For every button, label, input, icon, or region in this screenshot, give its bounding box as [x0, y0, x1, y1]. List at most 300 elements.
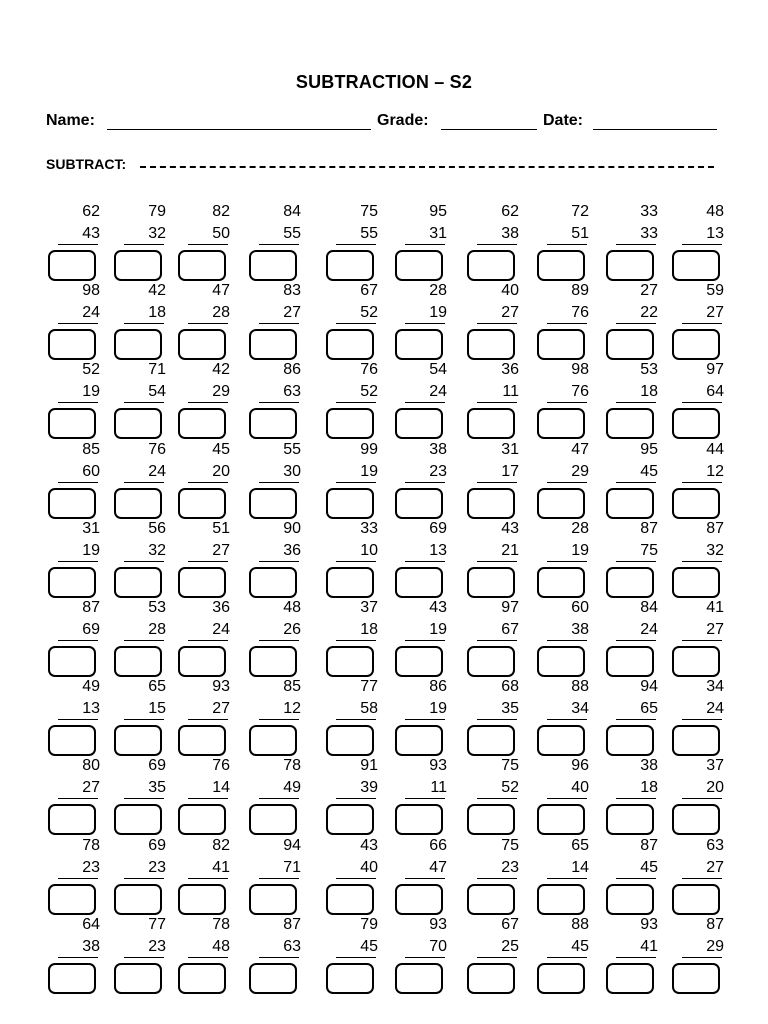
answer-box[interactable] — [537, 250, 585, 281]
answer-box[interactable] — [326, 884, 374, 915]
subtrahend: 32 — [148, 225, 166, 242]
subtraction-rule — [616, 719, 656, 720]
minuend: 90 — [283, 520, 301, 537]
answer-box[interactable] — [114, 488, 162, 519]
subtrahend: 19 — [82, 383, 100, 400]
answer-box[interactable] — [606, 804, 654, 835]
subtrahend: 41 — [212, 859, 230, 876]
problem-3-9 — [606, 362, 658, 442]
problem-1-8 — [537, 204, 589, 284]
minuend: 53 — [148, 599, 166, 616]
answer-box[interactable] — [537, 963, 585, 994]
minuend: 93 — [429, 916, 447, 933]
subtraction-rule — [124, 244, 164, 245]
answer-box[interactable] — [395, 804, 443, 835]
subtraction-rule — [124, 798, 164, 799]
minuend: 38 — [640, 757, 658, 774]
subtrahend: 27 — [501, 304, 519, 321]
subtraction-rule — [259, 561, 299, 562]
answer-box[interactable] — [48, 408, 96, 439]
problem-6-10 — [672, 600, 724, 680]
answer-box[interactable] — [326, 963, 374, 994]
subtrahend: 34 — [571, 700, 589, 717]
answer-box[interactable] — [537, 488, 585, 519]
answer-box[interactable] — [326, 804, 374, 835]
answer-box[interactable] — [672, 646, 720, 677]
problem-3-4 — [249, 362, 301, 442]
minuend: 48 — [283, 599, 301, 616]
subtrahend: 23 — [501, 859, 519, 876]
answer-box[interactable] — [537, 884, 585, 915]
subtrahend: 24 — [82, 304, 100, 321]
minuend: 28 — [429, 282, 447, 299]
subtrahend: 13 — [429, 542, 447, 559]
answer-box[interactable] — [537, 725, 585, 756]
problem-5-8 — [537, 521, 589, 601]
subtraction-rule — [547, 798, 587, 799]
subtraction-rule — [58, 561, 98, 562]
subtrahend: 23 — [148, 859, 166, 876]
answer-box[interactable] — [537, 567, 585, 598]
answer-box[interactable] — [249, 488, 297, 519]
answer-box[interactable] — [672, 804, 720, 835]
minuend: 78 — [283, 757, 301, 774]
minuend: 65 — [571, 837, 589, 854]
subtrahend: 71 — [283, 859, 301, 876]
problem-1-7 — [467, 204, 519, 284]
subtraction-rule — [405, 878, 445, 879]
minuend: 34 — [706, 678, 724, 695]
problem-3-2 — [114, 362, 166, 442]
minuend: 41 — [706, 599, 724, 616]
subtraction-rule — [58, 640, 98, 641]
answer-box[interactable] — [48, 250, 96, 281]
subtrahend: 11 — [502, 383, 519, 400]
problem-2-9 — [606, 283, 658, 363]
grade-label: Grade: — [377, 112, 429, 129]
answer-box[interactable] — [395, 646, 443, 677]
minuend: 78 — [212, 916, 230, 933]
minuend: 97 — [706, 361, 724, 378]
subtraction-rule — [405, 561, 445, 562]
subtraction-rule — [124, 561, 164, 562]
problem-3-8 — [537, 362, 589, 442]
subtraction-rule — [547, 561, 587, 562]
answer-box[interactable] — [606, 488, 654, 519]
subtraction-rule — [547, 402, 587, 403]
answer-box[interactable] — [672, 567, 720, 598]
answer-box[interactable] — [606, 329, 654, 360]
subtrahend: 55 — [283, 225, 301, 242]
answer-box[interactable] — [178, 488, 226, 519]
answer-box[interactable] — [48, 963, 96, 994]
minuend: 87 — [640, 837, 658, 854]
minuend: 93 — [429, 757, 447, 774]
answer-box[interactable] — [467, 329, 515, 360]
subtraction-rule — [682, 561, 722, 562]
problem-6-5 — [326, 600, 378, 680]
answer-box[interactable] — [395, 963, 443, 994]
answer-box[interactable] — [178, 963, 226, 994]
subtrahend: 67 — [501, 621, 519, 638]
minuend: 71 — [148, 361, 166, 378]
subtraction-rule — [405, 244, 445, 245]
answer-box[interactable] — [178, 250, 226, 281]
answer-box[interactable] — [114, 567, 162, 598]
answer-box[interactable] — [606, 646, 654, 677]
answer-box[interactable] — [606, 725, 654, 756]
subtraction-rule — [336, 798, 376, 799]
answer-box[interactable] — [326, 329, 374, 360]
subtrahend: 52 — [360, 304, 378, 321]
minuend: 62 — [501, 203, 519, 220]
subtraction-rule — [477, 482, 517, 483]
answer-box[interactable] — [606, 250, 654, 281]
minuend: 84 — [640, 599, 658, 616]
problem-7-2 — [114, 679, 166, 759]
minuend: 47 — [212, 282, 230, 299]
problem-10-4 — [249, 917, 301, 997]
subtraction-rule — [547, 719, 587, 720]
subtrahend: 70 — [429, 938, 447, 955]
subtrahend: 69 — [82, 621, 100, 638]
problem-8-8 — [537, 758, 589, 838]
minuend: 95 — [640, 441, 658, 458]
answer-box[interactable] — [606, 884, 654, 915]
minuend: 43 — [501, 520, 519, 537]
minuend: 53 — [640, 361, 658, 378]
problem-5-1 — [48, 521, 100, 601]
subtrahend: 15 — [148, 700, 166, 717]
problem-5-10 — [672, 521, 724, 601]
problem-2-3 — [178, 283, 230, 363]
answer-box[interactable] — [467, 646, 515, 677]
problem-5-2 — [114, 521, 166, 601]
problem-10-10 — [672, 917, 724, 997]
subtraction-rule — [188, 561, 228, 562]
problem-1-5 — [326, 204, 378, 284]
answer-box[interactable] — [467, 725, 515, 756]
minuend: 78 — [82, 837, 100, 854]
subtrahend: 18 — [640, 779, 658, 796]
answer-box[interactable] — [48, 567, 96, 598]
date-label: Date: — [543, 112, 584, 129]
problem-4-2 — [114, 442, 166, 522]
answer-box[interactable] — [395, 329, 443, 360]
answer-box[interactable] — [326, 725, 374, 756]
answer-box[interactable] — [249, 646, 297, 677]
answer-box[interactable] — [326, 250, 374, 281]
minuend: 89 — [571, 282, 589, 299]
subtrahend: 17 — [501, 463, 519, 480]
answer-box[interactable] — [249, 963, 297, 994]
subtrahend: 75 — [640, 542, 658, 559]
subtraction-rule — [336, 719, 376, 720]
subtrahend: 35 — [501, 700, 519, 717]
answer-box[interactable] — [178, 804, 226, 835]
answer-box[interactable] — [672, 884, 720, 915]
subtrahend: 27 — [706, 859, 724, 876]
problem-10-5 — [326, 917, 378, 997]
problem-1-9 — [606, 204, 658, 284]
problem-10-1 — [48, 917, 100, 997]
answer-box[interactable] — [178, 646, 226, 677]
problem-5-4 — [249, 521, 301, 601]
minuend: 37 — [360, 599, 378, 616]
subtrahend: 55 — [360, 225, 378, 242]
answer-box[interactable] — [178, 725, 226, 756]
minuend: 87 — [706, 916, 724, 933]
answer-box[interactable] — [467, 488, 515, 519]
subtrahend: 13 — [706, 225, 724, 242]
subtrahend: 49 — [283, 779, 301, 796]
answer-box[interactable] — [606, 963, 654, 994]
answer-box[interactable] — [467, 963, 515, 994]
subtrahend: 23 — [82, 859, 100, 876]
problem-9-9 — [606, 838, 658, 918]
answer-box[interactable] — [178, 329, 226, 360]
problem-6-7 — [467, 600, 519, 680]
answer-box[interactable] — [395, 250, 443, 281]
answer-box[interactable] — [249, 884, 297, 915]
subtrahend: 27 — [283, 304, 301, 321]
subtrahend: 24 — [148, 463, 166, 480]
minuend: 97 — [501, 599, 519, 616]
subtraction-rule — [58, 482, 98, 483]
subtraction-rule — [682, 323, 722, 324]
problem-7-9 — [606, 679, 658, 759]
subtrahend: 76 — [571, 304, 589, 321]
subtrahend: 11 — [430, 779, 447, 796]
problem-9-5 — [326, 838, 378, 918]
problem-2-10 — [672, 283, 724, 363]
answer-box[interactable] — [467, 804, 515, 835]
answer-box[interactable] — [114, 725, 162, 756]
answer-box[interactable] — [114, 408, 162, 439]
problem-7-8 — [537, 679, 589, 759]
subtrahend: 31 — [429, 225, 447, 242]
answer-box[interactable] — [114, 804, 162, 835]
subtrahend: 58 — [360, 700, 378, 717]
minuend: 40 — [501, 282, 519, 299]
answer-box[interactable] — [114, 250, 162, 281]
worksheet-title: SUBTRACTION – S2 — [295, 72, 473, 92]
problem-8-7 — [467, 758, 519, 838]
problem-3-5 — [326, 362, 378, 442]
minuend: 82 — [212, 203, 230, 220]
subtrahend: 13 — [82, 700, 100, 717]
answer-box[interactable] — [48, 725, 96, 756]
minuend: 77 — [360, 678, 378, 695]
minuend: 67 — [501, 916, 519, 933]
minuend: 93 — [212, 678, 230, 695]
subtrahend: 52 — [360, 383, 378, 400]
problem-9-7 — [467, 838, 519, 918]
subtrahend: 65 — [640, 700, 658, 717]
minuend: 67 — [360, 282, 378, 299]
answer-box[interactable] — [249, 250, 297, 281]
subtraction-rule — [477, 878, 517, 879]
answer-box[interactable] — [467, 408, 515, 439]
minuend: 36 — [501, 361, 519, 378]
answer-box[interactable] — [48, 804, 96, 835]
subtrahend: 63 — [283, 938, 301, 955]
minuend: 54 — [429, 361, 447, 378]
problem-5-5 — [326, 521, 378, 601]
answer-box[interactable] — [672, 488, 720, 519]
subtraction-rule — [124, 719, 164, 720]
answer-box[interactable] — [672, 963, 720, 994]
subtraction-rule — [682, 244, 722, 245]
answer-box[interactable] — [672, 725, 720, 756]
subtrahend: 27 — [706, 621, 724, 638]
answer-box[interactable] — [249, 725, 297, 756]
minuend: 44 — [706, 441, 724, 458]
problem-9-10 — [672, 838, 724, 918]
answer-box[interactable] — [395, 408, 443, 439]
answer-box[interactable] — [249, 329, 297, 360]
subtraction-rule — [477, 957, 517, 958]
subtraction-rule — [124, 957, 164, 958]
problem-6-8 — [537, 600, 589, 680]
subtraction-rule — [188, 323, 228, 324]
subtrahend: 23 — [429, 463, 447, 480]
subtraction-rule — [477, 402, 517, 403]
problem-4-9 — [606, 442, 658, 522]
subtrahend: 19 — [429, 700, 447, 717]
subtrahend: 43 — [82, 225, 100, 242]
subtraction-rule — [336, 482, 376, 483]
problem-8-4 — [249, 758, 301, 838]
subtraction-rule — [124, 640, 164, 641]
subtrahend: 14 — [571, 859, 589, 876]
problem-4-1 — [48, 442, 100, 522]
minuend: 55 — [283, 441, 301, 458]
subtrahend: 14 — [212, 779, 230, 796]
answer-box[interactable] — [114, 884, 162, 915]
problem-8-6 — [395, 758, 447, 838]
subtrahend: 24 — [429, 383, 447, 400]
minuend: 66 — [429, 837, 447, 854]
answer-box[interactable] — [114, 329, 162, 360]
minuend: 80 — [82, 757, 100, 774]
answer-box[interactable] — [48, 488, 96, 519]
answer-box[interactable] — [537, 646, 585, 677]
answer-box[interactable] — [48, 884, 96, 915]
subtrahend: 45 — [571, 938, 589, 955]
answer-box[interactable] — [395, 488, 443, 519]
minuend: 88 — [571, 916, 589, 933]
subtrahend: 27 — [706, 304, 724, 321]
subtraction-rule — [336, 402, 376, 403]
answer-box[interactable] — [395, 884, 443, 915]
answer-box[interactable] — [672, 250, 720, 281]
minuend: 79 — [148, 203, 166, 220]
answer-box[interactable] — [672, 329, 720, 360]
subtraction-rule — [124, 878, 164, 879]
answer-box[interactable] — [326, 408, 374, 439]
answer-box[interactable] — [326, 488, 374, 519]
answer-box[interactable] — [48, 329, 96, 360]
minuend: 47 — [571, 441, 589, 458]
minuend: 51 — [212, 520, 230, 537]
minuend: 99 — [360, 441, 378, 458]
problem-2-5 — [326, 283, 378, 363]
answer-box[interactable] — [326, 646, 374, 677]
problem-4-8 — [537, 442, 589, 522]
minuend: 79 — [360, 916, 378, 933]
name-label: Name: — [46, 112, 95, 129]
problem-2-2 — [114, 283, 166, 363]
answer-box[interactable] — [606, 408, 654, 439]
problem-7-10 — [672, 679, 724, 759]
subtraction-rule — [616, 482, 656, 483]
answer-box[interactable] — [467, 884, 515, 915]
answer-box[interactable] — [606, 567, 654, 598]
problem-5-7 — [467, 521, 519, 601]
answer-box[interactable] — [249, 567, 297, 598]
subtraction-rule — [405, 323, 445, 324]
instruction-label: SUBTRACT: — [46, 156, 127, 172]
answer-box[interactable] — [178, 567, 226, 598]
answer-box[interactable] — [672, 408, 720, 439]
answer-box[interactable] — [395, 725, 443, 756]
problem-4-5 — [326, 442, 378, 522]
problem-8-9 — [606, 758, 658, 838]
minuend: 43 — [360, 837, 378, 854]
subtraction-rule — [477, 719, 517, 720]
subtrahend: 12 — [706, 463, 724, 480]
minuend: 86 — [283, 361, 301, 378]
answer-box[interactable] — [537, 408, 585, 439]
problem-10-3 — [178, 917, 230, 997]
subtraction-rule — [616, 798, 656, 799]
subtraction-rule — [616, 402, 656, 403]
subtraction-rule — [477, 323, 517, 324]
subtraction-rule — [682, 719, 722, 720]
answer-box[interactable] — [114, 646, 162, 677]
answer-box[interactable] — [178, 408, 226, 439]
answer-box[interactable] — [178, 884, 226, 915]
problem-10-8 — [537, 917, 589, 997]
answer-box[interactable] — [249, 408, 297, 439]
subtrahend: 18 — [640, 383, 658, 400]
subtraction-rule — [336, 957, 376, 958]
subtraction-rule — [188, 244, 228, 245]
answer-box[interactable] — [537, 329, 585, 360]
subtrahend: 64 — [706, 383, 724, 400]
problem-9-6 — [395, 838, 447, 918]
problem-1-10 — [672, 204, 724, 284]
minuend: 88 — [571, 678, 589, 695]
answer-box[interactable] — [395, 567, 443, 598]
answer-box[interactable] — [467, 567, 515, 598]
minuend: 87 — [640, 520, 658, 537]
minuend: 75 — [501, 757, 519, 774]
problem-9-4 — [249, 838, 301, 918]
subtraction-rule — [188, 640, 228, 641]
answer-box[interactable] — [114, 963, 162, 994]
subtrahend: 18 — [360, 621, 378, 638]
answer-box[interactable] — [249, 804, 297, 835]
answer-box[interactable] — [48, 646, 96, 677]
answer-box[interactable] — [537, 804, 585, 835]
answer-box[interactable] — [467, 250, 515, 281]
answer-box[interactable] — [326, 567, 374, 598]
problem-5-9 — [606, 521, 658, 601]
subtraction-rule — [405, 798, 445, 799]
minuend: 52 — [82, 361, 100, 378]
